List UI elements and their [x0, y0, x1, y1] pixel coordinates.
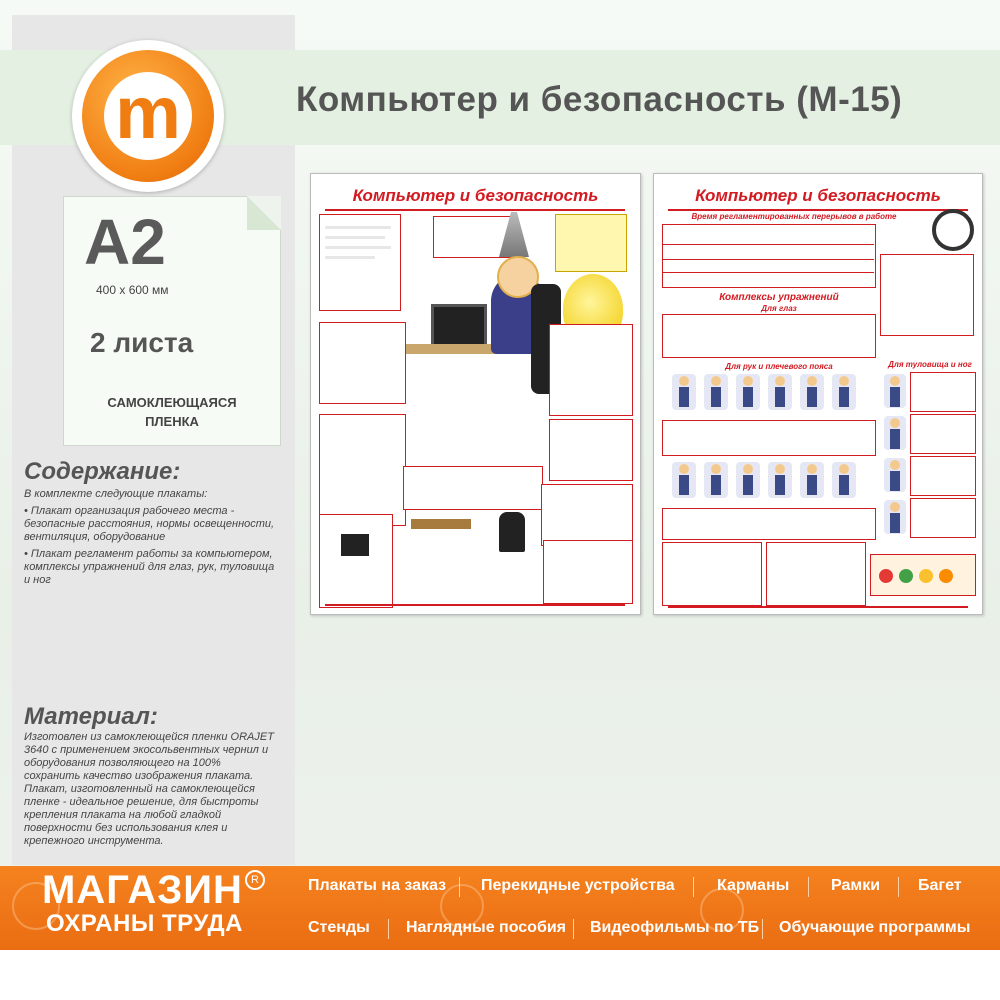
poster-1-cleaning-box [549, 419, 633, 481]
poster-2-eye-exercises-box [662, 314, 876, 358]
contents-item-2: • Плакат регламент работы за компьютером, комплексы упражнений для глаз, рук, туловища и ног [24, 548, 275, 586]
material-text: Изготовлен из самоклеющейся пленки ORAJET 3640 с применением экосольвентных чернил и оборудования позволяющего на 100% сохранить качество изображения плаката. Плакат, изготовленный на самоклеющейся пленке - идеальное решение, для быстроты крепления плаката на любой гладкой поверхности без использования клея и крепежного инструмента. [24, 731, 274, 847]
material-type-line1: САМОКЛЕЮЩАЯСЯ [107, 395, 237, 410]
exercise-figure-icon [736, 374, 760, 410]
poster-2[interactable] [653, 173, 983, 615]
poster-2-notes-box [880, 254, 974, 336]
material-type [64, 393, 280, 431]
contents-intro: В комплекте следующие плакаты: [24, 488, 208, 500]
poster-2-eyes-heading: Для глаз [761, 304, 797, 313]
nav-link-frames[interactable]: Рамки [831, 877, 881, 894]
poster-1-hazards-box [319, 322, 406, 404]
table-icon [411, 519, 471, 529]
nav-link-visual-aids[interactable]: Наглядные пособия [406, 919, 566, 936]
registered-icon: R [245, 870, 265, 890]
poster-1-before-start-box [541, 484, 633, 546]
exercise-figure-icon [800, 462, 824, 498]
nav-link-custom-posters[interactable]: Плакаты на заказ [308, 877, 447, 894]
poster-2-arm-text-box [662, 420, 876, 456]
format-dimensions: 400 x 600 мм [96, 283, 169, 297]
sheet-count: 2 листа [90, 327, 194, 358]
exercise-figure-icon [736, 462, 760, 498]
bottom-strip [0, 950, 1000, 1000]
contents-item-1: • Плакат организация рабочего места - безопасные расстояния, нормы освещенности, вентиляция, оборудование [24, 505, 275, 543]
poster-2-breaks-table [662, 224, 876, 288]
nav-link-stands[interactable]: Стенды [308, 919, 370, 936]
poster-2-title-underline [668, 209, 968, 211]
material-heading: Материал: [24, 703, 158, 730]
exercise-figure-icon [672, 374, 696, 410]
poster-1-warnings-box [549, 324, 633, 416]
logo-ring [82, 50, 214, 182]
exercise-figure-icon [832, 462, 856, 498]
poster-2-torso-heading: Для туловища и ног [888, 360, 972, 369]
page-title: Компьютер и безопасность (М-15) [296, 80, 903, 119]
poster-2-arm-text-box-2 [662, 508, 876, 540]
clock-icon [932, 209, 974, 251]
contents-heading: Содержание: [24, 458, 181, 485]
page-fold-icon [247, 196, 281, 230]
nav-link-safety-videos[interactable]: Видеофильмы по ТБ [590, 919, 760, 936]
exercise-figure-icon [832, 374, 856, 410]
poster-2-trainer-box [766, 542, 866, 606]
pc-unit-icon [341, 534, 369, 556]
exercise-figure-icon [704, 462, 728, 498]
poster-2-footer-line [668, 606, 968, 608]
nav-link-flip-devices[interactable]: Перекидные устройства [481, 877, 675, 894]
exercise-figure-icon [704, 374, 728, 410]
nav-link-baguette[interactable]: Багет [918, 877, 962, 894]
footer-bar [0, 866, 1000, 950]
poster-1-title-underline [325, 209, 625, 211]
contents-text [24, 488, 279, 591]
poster-2-subtitle: Время регламентированных перерывов в работе [691, 212, 897, 221]
fruit-icon [939, 569, 953, 583]
poster-2-arms-heading: Для рук и плечевого пояса [725, 362, 833, 371]
poster-1-minimum-sizes-box [403, 466, 543, 510]
poster-1-footer-line [325, 604, 625, 606]
poster-2-glasses-box [662, 542, 762, 606]
material-type-line2: ПЛЕНКА [145, 414, 199, 429]
nav-link-pockets[interactable]: Карманы [717, 877, 790, 894]
format-size: A2 [84, 206, 166, 278]
footer-logo-line2[interactable]: ОХРАНЫ ТРУДА [46, 910, 243, 937]
fruit-icon [879, 569, 893, 583]
poster-1[interactable] [310, 173, 641, 615]
exercise-figure-icon [768, 374, 792, 410]
exercise-figure-icon [884, 416, 906, 450]
fruit-icon [919, 569, 933, 583]
brand-logo[interactable] [72, 40, 224, 192]
logo-letter: m [104, 72, 192, 160]
poster-1-title: Компьютер и безопасность [352, 186, 599, 205]
poster-1-grounding-box [319, 514, 393, 608]
poster-2-title: Компьютер и безопасность [695, 186, 941, 205]
poster-1-microclimate-box [319, 414, 406, 526]
desk-icon [391, 344, 501, 354]
exercise-figure-icon [884, 500, 906, 534]
exercise-figure-icon [884, 374, 906, 408]
fruit-icon [899, 569, 913, 583]
poster-1-professional-box [543, 540, 633, 604]
nav-link-training-programs[interactable]: Обучающие программы [779, 919, 971, 936]
footer-logo-line1[interactable]: МАГАЗИН [42, 868, 243, 912]
poster-1-illumination-box [555, 214, 627, 272]
exercise-figure-icon [800, 374, 824, 410]
exercise-figure-icon [884, 458, 906, 492]
exercise-figure-icon [768, 462, 792, 498]
exercise-figure-icon [672, 462, 696, 498]
format-card [63, 196, 281, 446]
poster-2-exercises-heading: Комплексы упражнений [719, 292, 839, 303]
chair-icon [499, 512, 525, 552]
